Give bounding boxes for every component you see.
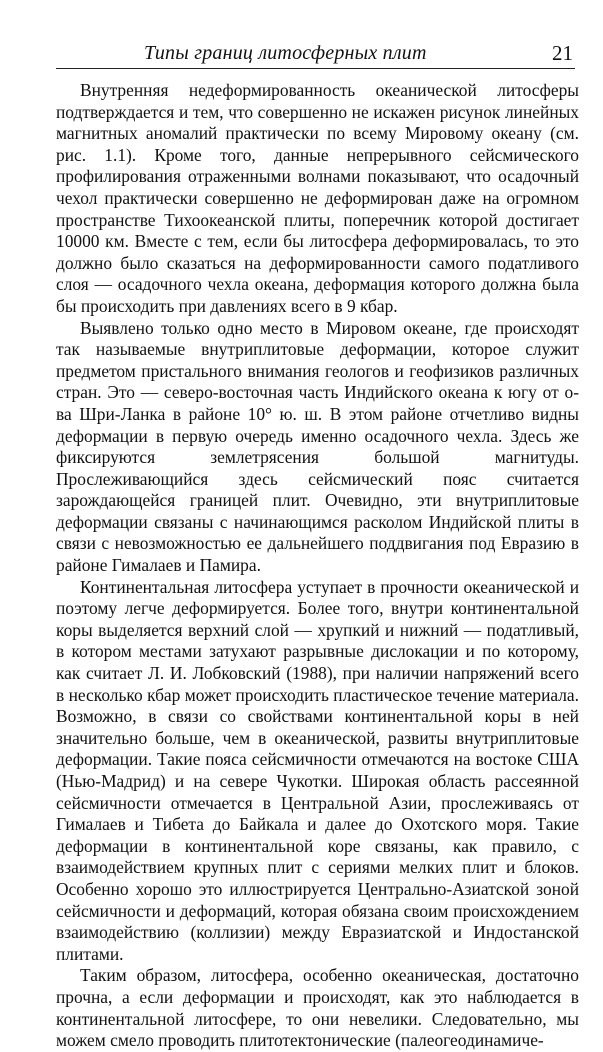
paragraph-intraplate-deformation: Выявлено только одно место в Мировом океане, где происходят так называемые внутриплитовые деформации, которое служит предметом пристального внимания геологов и геофизиков различных стран. Это — северо-восточная часть Индийского океана к югу от о-ва Шри-Ланка в районе 10° ю. ш. В этом районе отчетливо видны деформации в первую очередь именно осадочного чехла. Здесь же фиксируются землетрясения большой магнитуды. Прослеживающийся здесь сейсмический пояс считается зарождающейся границей плит. Очевидно, эти внутриплитовые деформации связаны с начинающимся расколом Индийской плиты в связи с невозможностью ее дальнейшего поддвигания под Евразию в районе Гималаев и Памира. [56, 317, 579, 576]
paragraph-conclusion: Таким образом, литосфера, особенно океаническая, достаточно прочна, а если деформации и происходят, как это наблюдается в континентальной литосфере, то они невелики. Следовательно, мы можем смело проводить плитотектонические (палеогеодинамиче- [56, 965, 579, 1051]
paragraph-continental-lithosphere: Континентальная литосфера уступает в прочности океанической и поэтому легче деформируется. Более того, внутри континентальной коры выделяется верхний слой — хрупкий и нижний — податливый, в котором местами затухают разрывные дислокации и по которому, как считает Л. И. Лобковский (1988), при наличии напряжений всего в несколько кбар может происходить пластическое течение материала. Возможно, в связи со свойствами континентальной коры в ней значительно больше, чем в океанической, развиты внутриплитовые деформации. Такие пояса сейсмичности отмечаются на востоке США (Нью-Мадрид) и на севере Чукотки. Широкая область рассеянной сейсмичности отмечается в Центральной Азии, прослеживаясь от Гималаев и Тибета до Байкала и далее до Охотского моря. Такие деформации в континентальной коре связаны, как правило, с взаимодействием крупных плит с сериями мелких плит и блоков. Особенно хорошо это иллюстрируется Центрально-Азиатской зоной сейсмичности и деформаций, которая обязана своим происхождением взаимодействию (коллизии) между Евразиатской и Индостанской плитами. [56, 576, 579, 964]
body-text [56, 80, 579, 1052]
running-header [56, 40, 575, 69]
page-number: 21 [552, 41, 573, 65]
paragraph-oceanic-lithosphere: Внутренняя недеформированность океанической литосферы подтверждается и тем, что совершенно не искажен рисунок линейных магнитных аномалий практически по всему Мировому океану (см. рис. 1.1). Кроме того, данные непрерывного сейсмического профилирования отраженными волнами показывают, что осадочный чехол практически совершенно не деформирован даже на огромном пространстве Тихоокеанской плиты, поперечник которой достигает 10000 км. Вместе с тем, если бы литосфера деформировалась, то это должно было сказаться на деформированности самого податливого слоя — осадочного чехла океана, деформация которого должна была бы происходить при давлениях всего в 9 кбар. [56, 80, 579, 316]
running-header-title: Типы границ литосферных плит [144, 42, 427, 64]
